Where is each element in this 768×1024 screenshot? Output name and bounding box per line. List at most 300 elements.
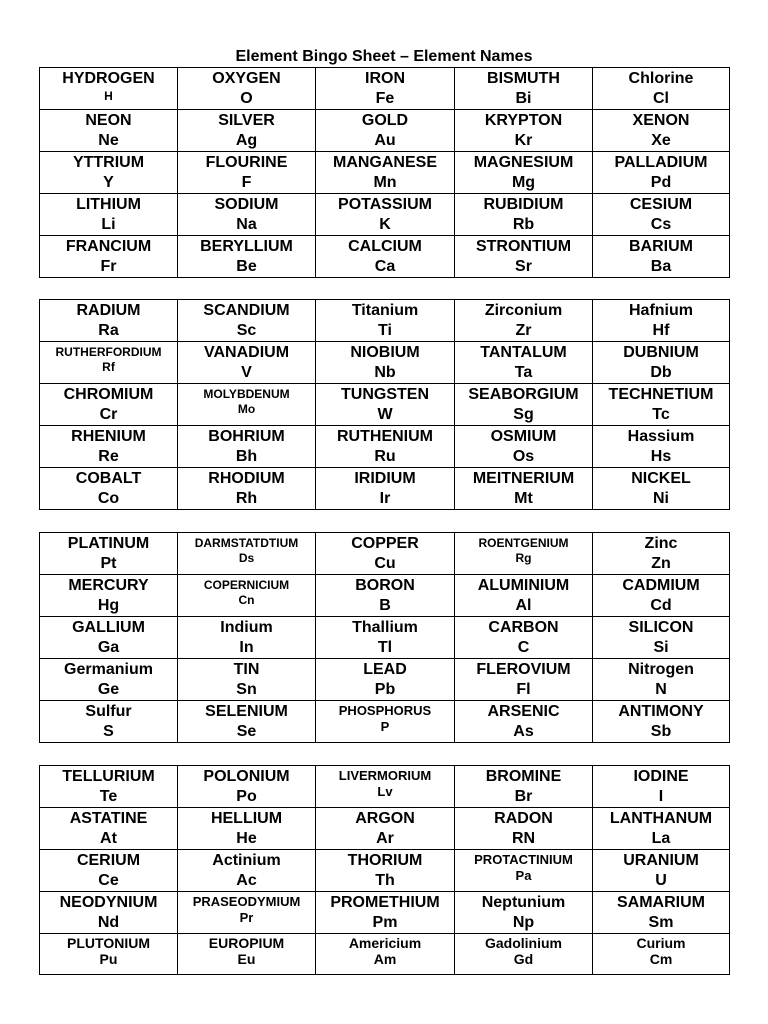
element-name: MANGANESE: [332, 154, 437, 171]
element-name: ARSENIC: [487, 703, 560, 720]
element-symbol: Y: [103, 174, 114, 191]
element-symbol: Ru: [374, 448, 396, 465]
element-cell: [593, 110, 730, 152]
element-cell: [455, 68, 593, 110]
element-cell: [178, 300, 316, 342]
element-name: Curium: [636, 935, 686, 951]
element-symbol: Ca: [374, 258, 396, 275]
element-symbol: Au: [374, 132, 396, 149]
element-name: Americium: [348, 935, 422, 951]
element-name: Gadolinium: [485, 935, 562, 951]
element-symbol: Nb: [374, 364, 396, 381]
element-name: BOHRIUM: [208, 428, 285, 445]
element-symbol: Rg: [515, 551, 532, 565]
element-symbol: Zn: [651, 555, 671, 572]
element-name: ARGON: [355, 810, 415, 827]
element-symbol: Ds: [238, 551, 255, 565]
element-symbol: As: [513, 723, 534, 740]
element-cell: [40, 236, 178, 278]
element-symbol: Ba: [650, 258, 672, 275]
element-symbol: Kr: [514, 132, 533, 149]
element-cell: [455, 808, 593, 850]
element-symbol: Np: [512, 914, 535, 931]
element-cell: [593, 659, 730, 701]
element-cell: [316, 617, 455, 659]
element-name: NICKEL: [631, 470, 691, 487]
element-name: RADIUM: [76, 302, 141, 319]
element-cell: [316, 934, 455, 975]
element-name: TIN: [233, 661, 260, 678]
element-name: TECHNETIUM: [608, 386, 714, 403]
element-symbol: O: [240, 90, 253, 107]
table-row: [40, 300, 730, 342]
element-symbol: Cu: [374, 555, 396, 572]
bingo-table-2: [39, 299, 730, 510]
element-cell: [178, 808, 316, 850]
element-cell: [40, 342, 178, 384]
element-symbol: He: [236, 830, 257, 847]
element-name: STRONTIUM: [475, 238, 572, 255]
element-symbol: Ti: [378, 322, 392, 339]
element-name: COBALT: [75, 470, 142, 487]
element-symbol: Mg: [511, 174, 536, 191]
element-cell: [316, 808, 455, 850]
element-symbol: Pd: [650, 174, 672, 191]
table-row: [40, 575, 730, 617]
element-cell: [455, 701, 593, 743]
table-row: [40, 659, 730, 701]
table-row: [40, 426, 730, 468]
element-cell: [178, 152, 316, 194]
element-cell: [40, 110, 178, 152]
element-name: CHROMIUM: [63, 386, 154, 403]
element-symbol: Sn: [236, 681, 257, 698]
element-name: ROENTGENIUM: [478, 536, 569, 550]
element-name: PRASEODYMIUM: [192, 894, 301, 909]
element-name: NIOBIUM: [350, 344, 420, 361]
element-symbol: Br: [514, 788, 533, 805]
element-name: RHENIUM: [71, 428, 146, 445]
element-cell: [40, 892, 178, 934]
element-cell: [40, 808, 178, 850]
element-symbol: Ag: [235, 132, 258, 149]
element-symbol: Th: [375, 872, 395, 889]
element-cell: [316, 426, 455, 468]
element-name: Sulfur: [85, 703, 132, 720]
element-cell: [316, 659, 455, 701]
element-symbol: Nd: [97, 914, 120, 931]
element-name: NEON: [85, 112, 132, 129]
element-symbol: Ta: [514, 364, 533, 381]
element-cell: [593, 934, 730, 975]
element-cell: [316, 68, 455, 110]
element-cell: [40, 300, 178, 342]
element-name: PROTACTINIUM: [474, 852, 573, 867]
sheet-title: Element Bingo Sheet – Element Names: [235, 48, 533, 65]
element-name: Zinc: [644, 535, 678, 552]
element-name: Chlorine: [628, 70, 694, 87]
element-cell: [593, 533, 730, 575]
element-cell: [455, 300, 593, 342]
element-cell: [455, 934, 593, 975]
element-symbol: Hg: [97, 597, 120, 614]
element-symbol: Am: [373, 951, 397, 967]
table-row: [40, 701, 730, 743]
element-symbol: Rf: [102, 360, 115, 374]
element-name: GALLIUM: [72, 619, 145, 636]
element-symbol: Rh: [235, 490, 258, 507]
element-name: RHODIUM: [208, 470, 285, 487]
element-name: CALCIUM: [348, 238, 422, 255]
element-name: TELLURIUM: [62, 768, 155, 785]
table-row: [40, 152, 730, 194]
element-symbol: Mn: [373, 174, 397, 191]
element-symbol: Mo: [237, 402, 256, 416]
element-name: DUBNIUM: [623, 344, 699, 361]
element-symbol: Ne: [98, 132, 119, 149]
element-cell: [593, 850, 730, 892]
element-cell: [40, 617, 178, 659]
element-symbol: Si: [653, 639, 669, 656]
element-cell: [593, 152, 730, 194]
element-symbol: Cn: [238, 593, 255, 607]
element-symbol: Na: [236, 216, 257, 233]
element-symbol: I: [658, 788, 664, 805]
element-name: MEITNERIUM: [472, 470, 575, 487]
element-name: DARMSTATDTIUM: [194, 536, 299, 550]
element-name: RUBIDIUM: [483, 196, 564, 213]
element-cell: [316, 892, 455, 934]
element-symbol: Li: [101, 216, 116, 233]
element-symbol: Ce: [98, 872, 119, 889]
element-cell: [40, 152, 178, 194]
element-cell: [178, 701, 316, 743]
element-name: THORIUM: [347, 852, 423, 869]
element-symbol: Eu: [237, 951, 256, 967]
element-symbol: F: [241, 174, 252, 191]
element-cell: [40, 194, 178, 236]
element-symbol: Cl: [653, 90, 669, 107]
element-name: PLUTONIUM: [67, 935, 150, 951]
element-name: EUROPIUM: [208, 935, 285, 951]
element-cell: [455, 575, 593, 617]
element-name: OXYGEN: [212, 70, 281, 87]
element-name: HYDROGEN: [62, 70, 155, 87]
element-name: BERYLLIUM: [200, 238, 293, 255]
element-name: MOLYBDENUM: [203, 387, 290, 401]
element-cell: [316, 236, 455, 278]
element-name: BROMINE: [485, 768, 562, 785]
element-cell: [316, 384, 455, 426]
element-symbol: Ni: [653, 490, 669, 507]
element-cell: [40, 426, 178, 468]
element-cell: [455, 426, 593, 468]
element-name: COPERNICIUM: [203, 578, 290, 592]
element-symbol: Xe: [651, 132, 671, 149]
bingo-table-4: [39, 765, 730, 975]
element-name: CADMIUM: [622, 577, 700, 594]
element-name: Actinium: [212, 852, 281, 869]
element-symbol: Ac: [236, 872, 257, 889]
element-cell: [593, 617, 730, 659]
table-row: [40, 384, 730, 426]
element-name: RUTHENIUM: [337, 428, 433, 445]
table-row: [40, 766, 730, 808]
element-name: Thallium: [352, 619, 418, 636]
element-cell: [316, 575, 455, 617]
element-cell: [455, 384, 593, 426]
bingo-table-3: [39, 532, 730, 743]
element-cell: [316, 152, 455, 194]
element-name: ASTATINE: [69, 810, 148, 827]
element-symbol: Sg: [513, 406, 534, 423]
element-symbol: S: [103, 723, 114, 740]
element-cell: [455, 659, 593, 701]
element-cell: [593, 194, 730, 236]
element-name: SELENIUM: [205, 703, 288, 720]
element-name: OSMIUM: [490, 428, 557, 445]
element-cell: [178, 934, 316, 975]
element-symbol: Ga: [97, 639, 120, 656]
element-cell: [178, 384, 316, 426]
element-cell: [40, 68, 178, 110]
element-name: LIVERMORIUM: [338, 768, 432, 783]
element-symbol: C: [517, 639, 530, 656]
element-name: GOLD: [361, 112, 409, 129]
element-cell: [178, 426, 316, 468]
element-symbol: Pm: [372, 914, 398, 931]
element-name: XENON: [632, 112, 690, 129]
element-cell: [593, 701, 730, 743]
element-cell: [593, 68, 730, 110]
element-symbol: La: [651, 830, 671, 847]
element-cell: [178, 533, 316, 575]
element-symbol: In: [239, 639, 254, 656]
element-name: ANTIMONY: [618, 703, 704, 720]
table-row: [40, 194, 730, 236]
element-cell: [316, 342, 455, 384]
table-row: [40, 236, 730, 278]
element-cell: [40, 934, 178, 975]
element-name: CESIUM: [629, 196, 693, 213]
element-cell: [455, 342, 593, 384]
element-symbol: Pb: [374, 681, 396, 698]
element-name: YTTRIUM: [72, 154, 145, 171]
element-cell: [316, 766, 455, 808]
element-symbol: H: [104, 89, 113, 103]
element-name: FRANCIUM: [65, 238, 152, 255]
element-symbol: Lv: [377, 784, 393, 799]
element-name: LANTHANUM: [609, 810, 713, 827]
element-name: RUTHERFORDIUM: [55, 345, 162, 359]
element-name: SAMARIUM: [617, 894, 705, 911]
element-cell: [40, 659, 178, 701]
element-symbol: Fr: [100, 258, 117, 275]
element-symbol: Tc: [652, 406, 670, 423]
element-name: SCANDIUM: [203, 302, 290, 319]
element-name: IRIDIUM: [354, 470, 416, 487]
element-cell: [178, 766, 316, 808]
element-symbol: Zr: [515, 322, 532, 339]
element-symbol: B: [379, 597, 391, 614]
element-cell: [593, 300, 730, 342]
element-symbol: Cs: [650, 216, 672, 233]
element-name: SILICON: [628, 619, 694, 636]
element-name: LITHIUM: [76, 196, 141, 213]
element-name: CARBON: [488, 619, 559, 636]
element-cell: [593, 426, 730, 468]
element-cell: [455, 617, 593, 659]
element-name: CERIUM: [76, 852, 141, 869]
table-row: [40, 110, 730, 152]
element-symbol: Ra: [98, 322, 119, 339]
element-cell: [455, 766, 593, 808]
element-name: VANADIUM: [203, 344, 290, 361]
element-cell: [455, 152, 593, 194]
element-symbol: Fe: [375, 90, 395, 107]
element-symbol: Os: [512, 448, 535, 465]
element-symbol: Gd: [513, 951, 534, 967]
element-symbol: Hs: [650, 448, 672, 465]
element-cell: [593, 892, 730, 934]
element-name: PLATINUM: [67, 535, 150, 552]
element-cell: [178, 617, 316, 659]
element-cell: [40, 766, 178, 808]
element-symbol: Te: [99, 788, 118, 805]
element-name: Nitrogen: [628, 661, 694, 678]
element-symbol: Se: [236, 723, 257, 740]
element-cell: [178, 468, 316, 510]
element-symbol: Cd: [650, 597, 672, 614]
element-symbol: Mt: [514, 490, 533, 507]
element-symbol: Pt: [100, 555, 117, 572]
element-symbol: Pa: [515, 868, 532, 883]
element-cell: [316, 468, 455, 510]
element-name: FLOURINE: [205, 154, 288, 171]
element-cell: [455, 194, 593, 236]
element-symbol: Fl: [516, 681, 531, 698]
element-cell: [178, 892, 316, 934]
element-symbol: Bi: [515, 90, 532, 107]
element-name: COPPER: [351, 535, 419, 552]
element-name: PALLADIUM: [614, 154, 708, 171]
table-row: [40, 468, 730, 510]
element-symbol: P: [380, 719, 390, 734]
element-symbol: RN: [511, 830, 536, 847]
element-symbol: Pu: [99, 951, 118, 967]
element-name: PHOSPHORUS: [338, 703, 432, 718]
element-name: HELLIUM: [210, 810, 283, 827]
element-symbol: Re: [98, 448, 119, 465]
element-symbol: Ar: [376, 830, 394, 847]
element-symbol: Ir: [379, 490, 391, 507]
element-symbol: Sm: [648, 914, 674, 931]
element-symbol: Tl: [377, 639, 393, 656]
element-symbol: At: [100, 830, 117, 847]
element-name: Hafnium: [629, 302, 693, 319]
element-name: NEODYNIUM: [59, 894, 158, 911]
element-name: LEAD: [363, 661, 407, 678]
element-name: Germanium: [64, 661, 153, 678]
element-symbol: Sb: [650, 723, 672, 740]
element-cell: [593, 342, 730, 384]
element-name: RADON: [494, 810, 553, 827]
element-cell: [178, 194, 316, 236]
table-row: [40, 533, 730, 575]
element-name: MERCURY: [68, 577, 149, 594]
element-cell: [178, 68, 316, 110]
element-name: SODIUM: [214, 196, 279, 213]
element-cell: [40, 384, 178, 426]
element-symbol: Pr: [239, 910, 254, 925]
element-name: Indium: [220, 619, 273, 636]
element-cell: [455, 892, 593, 934]
element-name: BORON: [355, 577, 415, 594]
element-cell: [593, 808, 730, 850]
element-name: TANTALUM: [480, 344, 567, 361]
element-cell: [455, 110, 593, 152]
element-name: IODINE: [633, 768, 689, 785]
element-symbol: Cr: [99, 406, 118, 423]
element-name: FLEROVIUM: [476, 661, 571, 678]
table-row: [40, 934, 730, 975]
element-symbol: Co: [97, 490, 120, 507]
element-cell: [178, 110, 316, 152]
element-name: ALUMINIUM: [477, 577, 570, 594]
element-name: BISMUTH: [487, 70, 560, 87]
element-symbol: Hf: [652, 322, 670, 339]
element-symbol: Ge: [97, 681, 120, 698]
element-cell: [178, 575, 316, 617]
element-name: TUNGSTEN: [341, 386, 429, 403]
element-symbol: Sc: [236, 322, 257, 339]
element-name: Titanium: [351, 302, 419, 319]
element-cell: [455, 468, 593, 510]
element-cell: [178, 236, 316, 278]
element-symbol: Db: [650, 364, 672, 381]
element-symbol: W: [377, 406, 393, 423]
element-cell: [593, 766, 730, 808]
element-name: BARIUM: [629, 238, 693, 255]
element-symbol: Sr: [515, 258, 532, 275]
element-name: URANIUM: [623, 852, 699, 869]
element-cell: [455, 533, 593, 575]
element-name: Neptunium: [481, 894, 566, 911]
element-symbol: U: [655, 872, 667, 889]
element-name: IRON: [365, 70, 405, 87]
element-symbol: N: [655, 681, 667, 698]
element-symbol: V: [241, 364, 252, 381]
element-symbol: Po: [236, 788, 257, 805]
element-name: MAGNESIUM: [473, 154, 574, 171]
element-cell: [593, 384, 730, 426]
element-cell: [593, 468, 730, 510]
element-cell: [40, 701, 178, 743]
element-cell: [178, 850, 316, 892]
table-row: [40, 68, 730, 110]
element-cell: [316, 194, 455, 236]
element-name: Zirconium: [484, 302, 563, 319]
element-name: SEABORGIUM: [468, 386, 579, 403]
element-cell: [593, 236, 730, 278]
element-cell: [316, 701, 455, 743]
element-symbol: Bh: [235, 448, 258, 465]
element-cell: [455, 850, 593, 892]
element-cell: [178, 342, 316, 384]
element-cell: [316, 300, 455, 342]
element-name: KRYPTON: [484, 112, 563, 129]
table-row: [40, 617, 730, 659]
